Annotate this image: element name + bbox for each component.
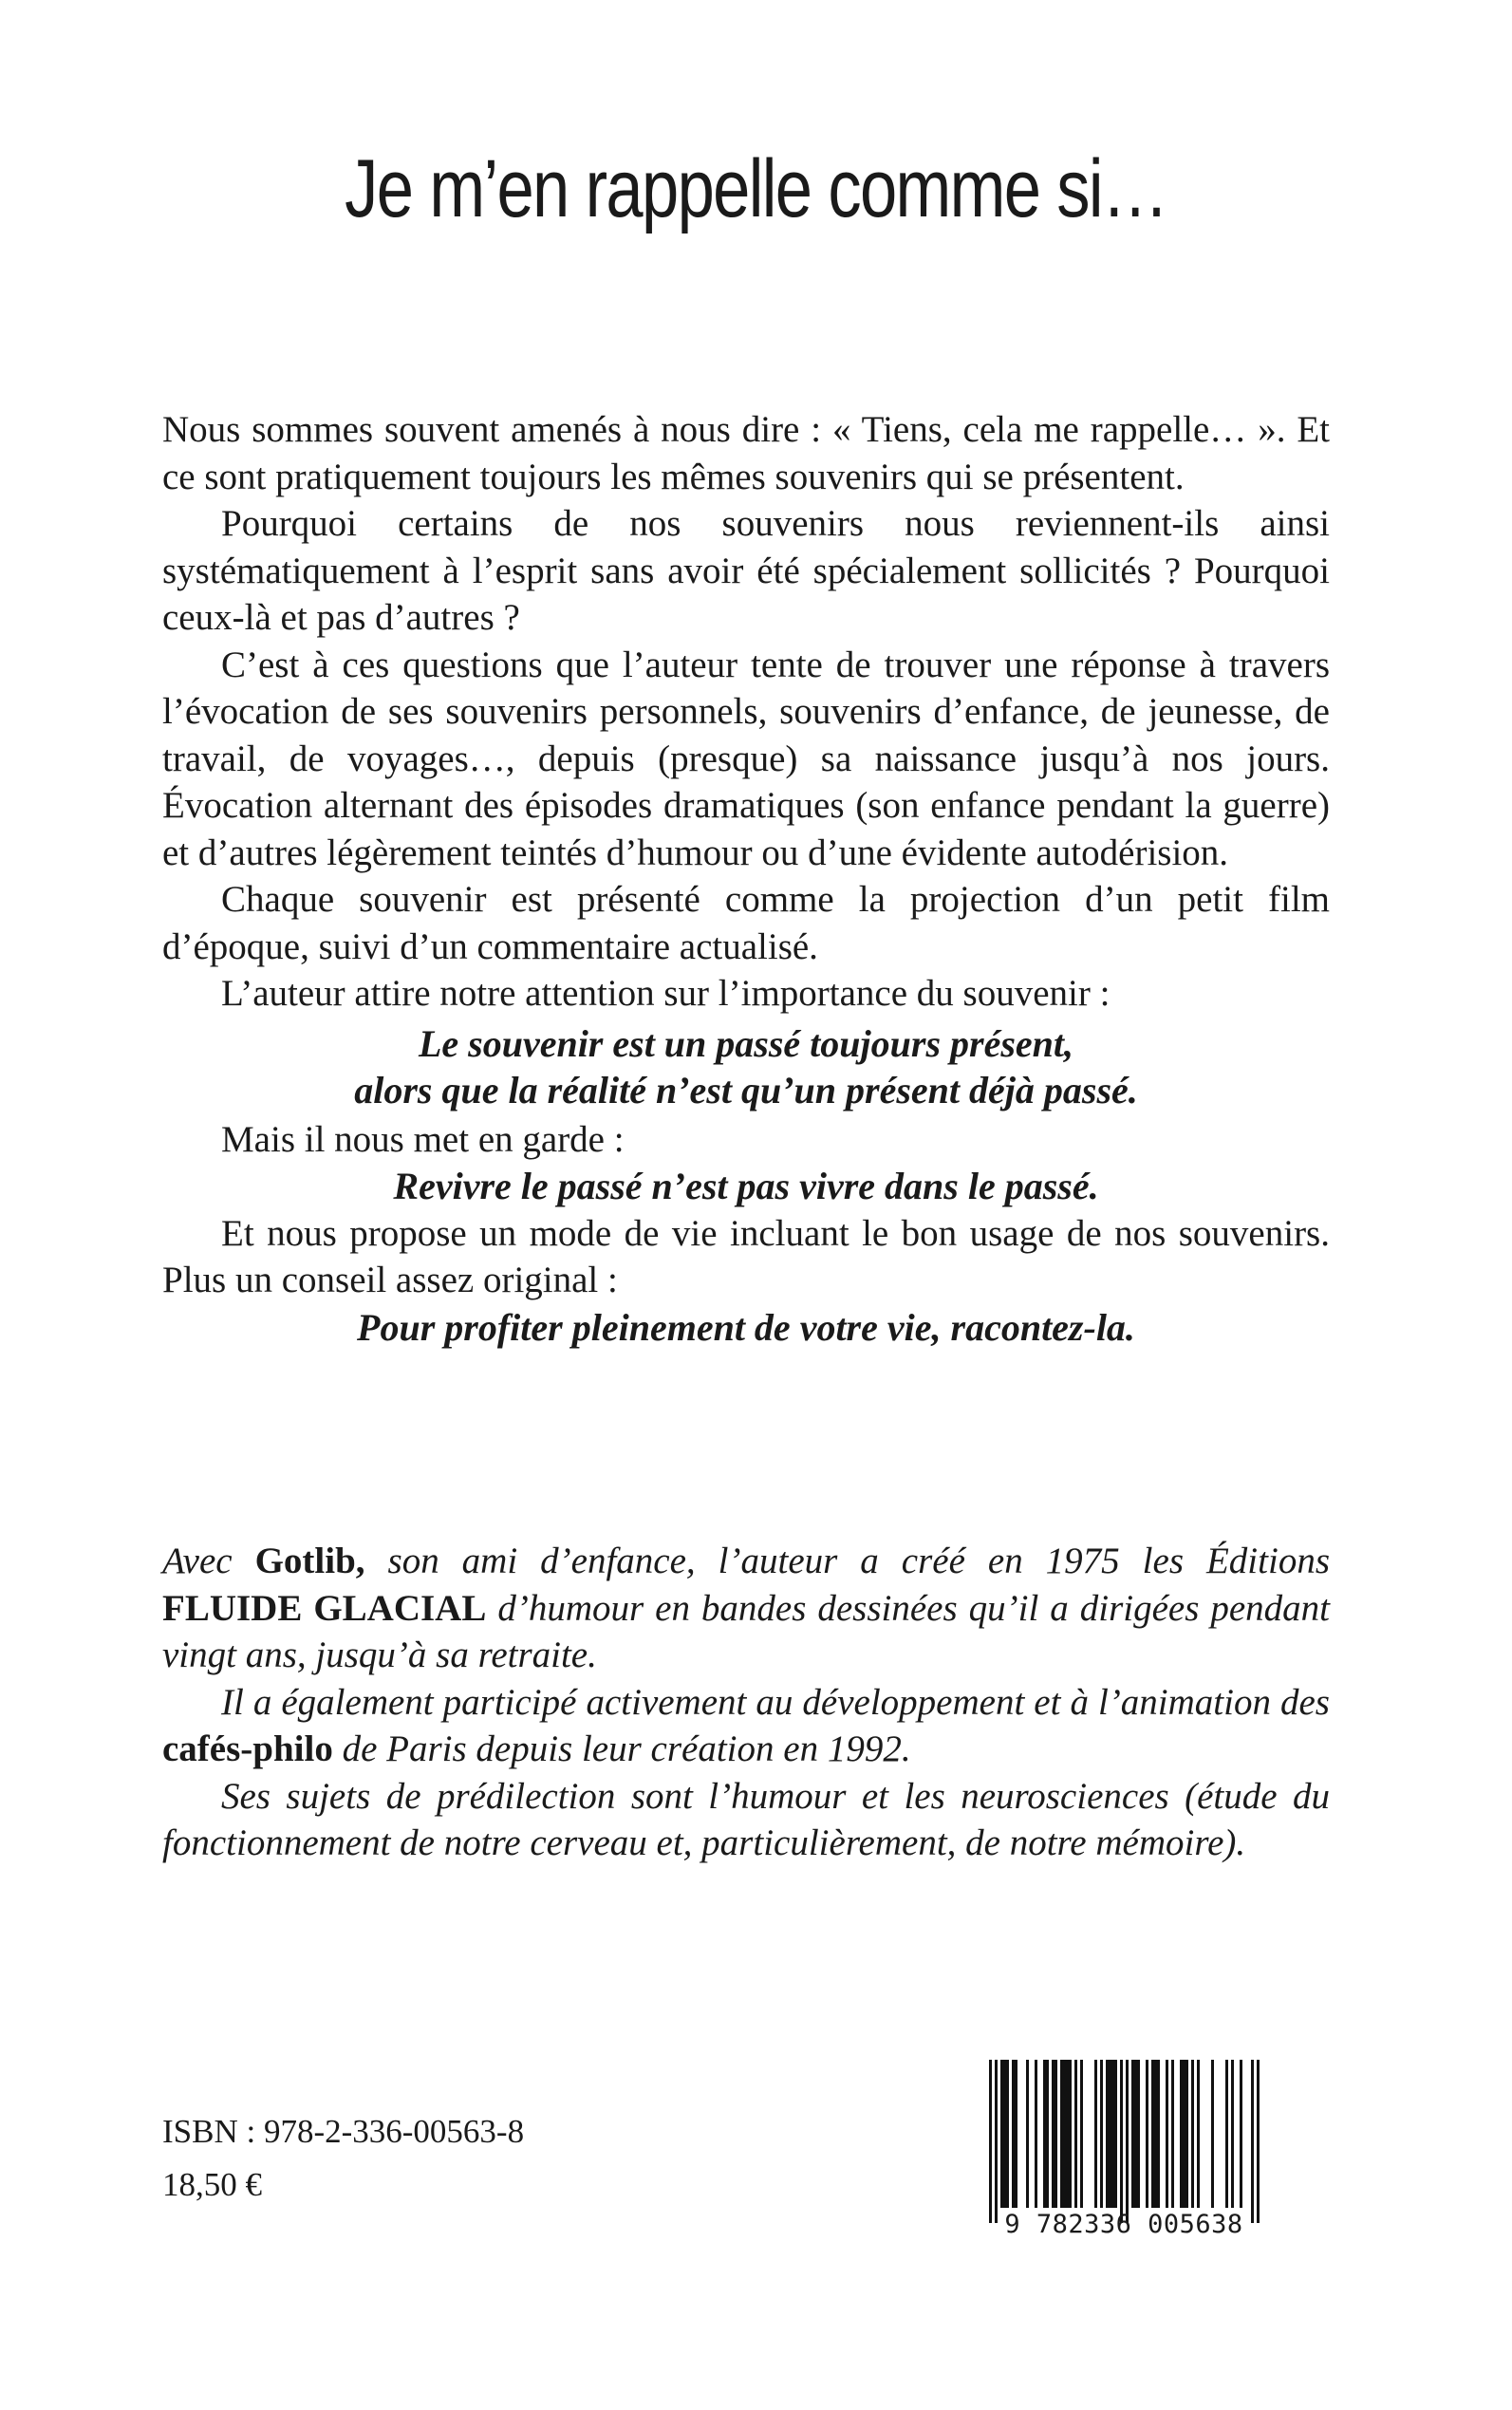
quote-1-line-2: alors que la réalité n’est qu’un présent déjà passé. [354,1069,1138,1112]
barcode-bar [1183,2060,1185,2208]
barcode-bar [1154,2060,1157,2208]
barcode-bar [1012,2060,1015,2208]
barcode-bar [1006,2060,1009,2208]
barcode-bar [1069,2060,1072,2208]
blurb-paragraph-4: Chaque souvenir est présenté comme la projection d’un petit film d’époque, suivi d’un commentaire actualisé. [162,879,1330,967]
bio-paragraph-2 [162,1679,1330,1773]
barcode-bar [1120,2060,1123,2223]
barcode-bar [1197,2060,1200,2208]
bio-cafes-philo: cafés-philo [162,1728,333,1769]
quote-1-line-1: Le souvenir est un passé toujours présent, [418,1021,1074,1065]
barcode-bar [1257,2060,1260,2223]
barcode-bar [1180,2060,1183,2208]
barcode-bar [1157,2060,1160,2208]
bio-1-post: d’humour en bandes dessinées qu’il a dirigées pendant vingt ans, jusqu’à sa retraite. [162,1587,1330,1675]
barcode-bar [1106,2060,1109,2208]
barcode-bar [1211,2060,1214,2208]
barcode-digits: 9 782336 005638 [1004,2210,1243,2239]
barcode-bar [1026,2060,1029,2208]
barcode-bar [1225,2060,1228,2208]
barcode-bar [995,2060,998,2223]
barcode-bar [1231,2060,1234,2208]
barcode-bar [1060,2060,1063,2208]
barcode-bar [1191,2060,1194,2208]
barcode-bar [1166,2060,1168,2208]
barcode-bar [1171,2060,1174,2208]
barcode-bar [1074,2060,1077,2208]
author-bio [162,1538,1330,1867]
barcode-bar [1003,2060,1006,2208]
bio-paragraph-3: Ses sujets de prédilection sont l’humour et les neurosciences (étude du fonctionnement de notre cerveau et, particulièrement, de notre mémoire). [162,1775,1330,1863]
barcode-bar [1251,2060,1254,2223]
book-title: Je m’en rappelle comme si… [345,143,1167,234]
barcode-bar [1015,2060,1017,2208]
barcode-bar [1146,2060,1148,2208]
barcode-bar [1035,2060,1037,2208]
barcode-bar [1111,2060,1114,2208]
bio-paragraph-1 [162,1538,1330,1679]
bio-fluide-glacial: FLUIDE GLACIAL [162,1587,487,1629]
blurb-paragraph-7: Et nous propose un mode de vie incluant le bon usage de nos souvenirs. Plus un conseil assez original : [162,1212,1330,1300]
barcode-bar [1080,2060,1083,2208]
barcode-bar [1126,2060,1129,2223]
barcode-bar [1055,2060,1057,2208]
blurb-paragraph-6: Mais il nous met en garde : [221,1118,625,1160]
barcode-bar [1114,2060,1117,2208]
barcode-bar [1000,2060,1003,2208]
barcode-bar [1151,2060,1154,2208]
bio-1-pre: Avec [162,1541,255,1581]
blurb-paragraph-2: Pourquoi certains de nos souvenirs nous reviennent-ils ainsi systématiquement à l’esprit sans avoir été spécialement sollicités ? Pourquoi ceux-là et pas d’autres ? [162,503,1330,638]
barcode-bar [1131,2060,1134,2208]
barcode-bar [1100,2060,1103,2208]
bio-gotlib: Gotlib, [254,1541,365,1581]
barcode-bar [1134,2060,1137,2208]
barcode-bar [1043,2060,1046,2208]
quote-3: Pour profiter pleinement de votre vie, racontez-la. [357,1305,1135,1349]
quote-2: Revivre le passé n’est pas vivre dans le passé. [393,1165,1099,1207]
barcode-bar [1240,2060,1242,2208]
price: 18,50 € [162,2166,262,2203]
barcode-bar [1052,2060,1055,2208]
barcode-bar [1066,2060,1069,2208]
barcode-bar [1185,2060,1188,2208]
barcode-bar [1046,2060,1049,2208]
blurb-paragraph-5: L’auteur attire notre attention sur l’importance du souvenir : [221,973,1111,1014]
blurb-paragraph-3: C’est à ces questions que l’auteur tente de trouver une réponse à travers l’évocation de ses souvenirs personnels, souvenirs d’enfance, de jeunesse, de travail, de voyages…, depuis (presque) sa naissance jusqu’à nos jours. Évocation alternant des épisodes dramatiques (son enfance pendant la guerre) et d’autres légèrement teintés d’humour ou d’une évidente autodérision. [162,644,1330,873]
barcode-bar [1109,2060,1111,2208]
barcode-bar [989,2060,992,2223]
isbn: ISBN : 978-2-336-00563-8 [162,2113,525,2150]
barcode-bar [1063,2060,1066,2208]
barcode [962,2056,1285,2250]
barcode-bar [1137,2060,1140,2208]
blurb-paragraph-1: Nous sommes souvent amenés à nous dire : « Tiens, cela me rappelle… ». Et ce sont pratiquement toujours les mêmes souvenirs qui se présentent. [162,409,1330,497]
barcode-bar [1094,2060,1097,2208]
bio-2-pre: Il a également participé activement au développement et à l’animation des [221,1681,1330,1723]
blurb [162,406,1330,1351]
bio-1-mid: son ami d’enfance, l’auteur a créé en 1975 les Éditions [364,1541,1330,1581]
bio-2-post: de Paris depuis leur création en 1992. [332,1728,911,1769]
